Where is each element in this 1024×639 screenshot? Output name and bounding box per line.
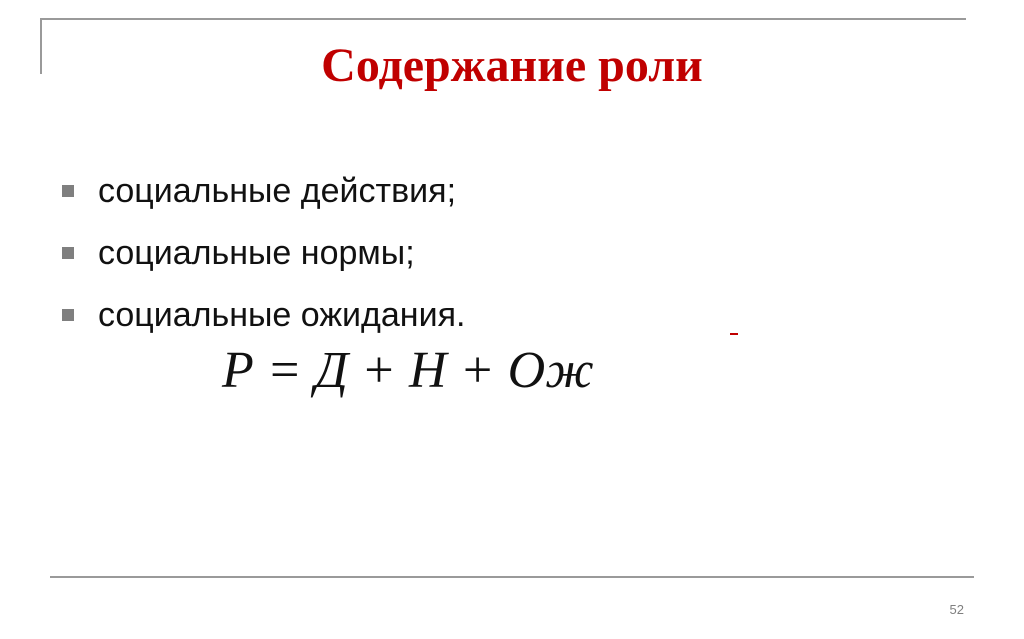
bullet-list xyxy=(62,160,465,346)
bullet-text: социальные ожидания. xyxy=(98,295,466,334)
list-item xyxy=(62,160,465,222)
bullet-text: социальные действия; xyxy=(98,171,457,210)
list-item xyxy=(62,222,465,284)
role-formula: Р = Д + Н + Ож xyxy=(222,342,594,399)
square-bullet-icon xyxy=(62,185,74,197)
frame-top-rule xyxy=(40,18,966,20)
footer-rule xyxy=(50,576,974,578)
square-bullet-icon xyxy=(62,309,74,321)
slide-title: Содержание роли xyxy=(321,39,703,92)
formula-artifact-mark xyxy=(730,333,738,335)
bullet-text: социальные нормы; xyxy=(98,233,415,272)
list-item xyxy=(62,284,465,346)
square-bullet-icon xyxy=(62,247,74,259)
page-number: 52 xyxy=(949,602,964,617)
